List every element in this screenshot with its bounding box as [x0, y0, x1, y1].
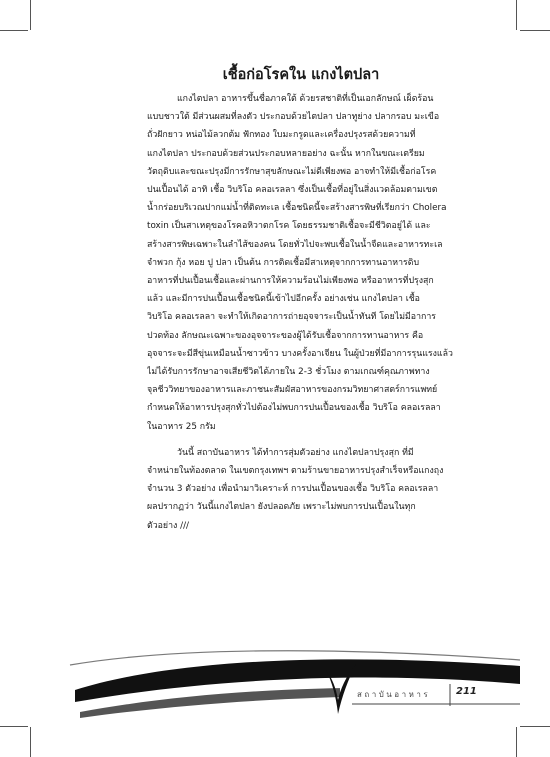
paragraph-gap: [147, 436, 455, 444]
paragraph-line: ในอาหาร 25 กรัม: [147, 421, 216, 432]
paragraph-line: วัตถุดิบและขณะปรุงมีการรักษาสุขลักษณะไม่ดีเพียงพอ อาจทำให้มีเชื้อก่อโรค: [147, 166, 437, 177]
paragraph-line: ไม่ได้รับการรักษาอาจเสียชีวิตได้ภายใน 2-3 ชั่วโมง ตามเกณฑ์คุณภาพทาง: [147, 367, 430, 378]
paragraph-line: จำนวน 3 ตัวอย่าง เพื่อนำมาวิเคราะห์ การปนเปื้อนของเชื้อ วิบริโอ คลอเรลลา: [147, 484, 439, 495]
paragraph-line: ถั่วฝักยาว หน่อไม้ลวกต้ม ฟักทอง ใบมะกรูดและเครื่องปรุงรสด้วยความที่: [147, 130, 416, 141]
paragraph-line: วันนี้ สถาบันอาหาร ได้ทำการสุ่มตัวอย่าง แกงไตปลาปรุงสุก ที่มี: [177, 447, 414, 458]
article-title: เชื้อก่อโรคใน แกงไตปลา: [222, 67, 380, 83]
crop-mark-top-left-v: [30, 0, 31, 30]
paragraph-line: ปวดท้อง ลักษณะเฉพาะของอุจจาระของผู้ได้รับเชื้อจากการทานอาหาร คือ: [147, 330, 424, 341]
paragraph-line: จำพวก กุ้ง หอย ปู ปลา เป็นต้น การติดเชื้อมีสาเหตุจากการทานอาหารดิบ: [147, 257, 420, 268]
crop-mark-top-right-h: [520, 30, 550, 31]
paragraph-line: แกงไตปลา ประกอบด้วยส่วนประกอบหลายอย่าง ฉะนั้น หากในขณะเตรียม: [147, 148, 425, 159]
footer-label: สถาบันอาหาร: [357, 690, 431, 699]
article: [147, 64, 455, 535]
crop-mark-top-right-v: [516, 0, 517, 30]
crop-mark-top-left-h: [0, 30, 28, 31]
paragraph-line: แล้ว และมีการปนเปื้อนเชื้อชนิดนี้เข้าไปอีกครั้ง อย่างเช่น แกงไตปลา เชื้อ: [147, 294, 420, 305]
paragraph-line: อุจจาระจะมีสีขุ่นเหมือนน้ำซาวข้าว บางครั้งอาเจียน ในผู้ป่วยที่มีอาการรุนแรงแล้ว: [147, 348, 453, 359]
paragraph-line: ตัวอย่าง ///: [147, 520, 190, 531]
paragraph-line: แบบชาวใต้ มีส่วนผสมที่ลงตัว ประกอบด้วยไตปลา ปลาทูย่าง ปลากรอบ มะเขือ: [147, 112, 440, 123]
footer-swoosh: [0, 640, 550, 757]
paragraph-line: ปนเปื้อนได้ อาทิ เชื้อ วิบริโอ คลอเรลลา ซึ่งเป็นเชื้อที่อยู่ในสิ่งแวดล้อมตามเขต: [147, 185, 438, 196]
paragraph-line: จุลชีววิทยาของอาหารและภาชนะสัมผัสอาหารของกรมวิทยาศาสตร์การแพทย์: [147, 385, 438, 396]
paragraph-2: [147, 444, 455, 535]
paragraph-line: สร้างสารพิษเฉพาะในลำไส้ของคน โดยทั่วไปจะพบเชื้อในน้ำจืดและอาหารทะเล: [147, 239, 443, 250]
paragraph-line: toxin เป็นสาเหตุของโรคอหิวาตกโรค โดยธรรมชาติเชื้อจะมีชีวิตอยู่ได้ และ: [147, 221, 431, 232]
paragraph-line: วิบริโอ คลอเรลลา จะทำให้เกิดอาการถ่ายอุจจาระเป็นน้ำทันที โดยไม่มีอาการ: [147, 312, 437, 323]
paragraph-line: ผลปรากฏว่า วันนี้แกงไตปลา ยังปลอดภัย เพราะไม่พบการปนเปื้อนในทุก: [147, 502, 416, 513]
paragraph-line: จำหน่ายในท้องตลาด ในเขตกรุงเทพฯ ตามร้านขายอาหารปรุงสำเร็จหรือแกงถุง: [147, 466, 444, 477]
paragraph-line: กำหนดให้อาหารปรุงสุกทั่วไปต้องไม่พบการปนเปื้อนของเชื้อ วิบริโอ คลอเรลลา: [147, 403, 441, 414]
leaf-check-icon: [322, 660, 358, 718]
paragraph-line: น้ำกร่อยบริเวณปากแม่น้ำที่ติดทะเล เชื้อชนิดนี้จะสร้างสารพิษที่เรียกว่า Cholera: [147, 203, 447, 214]
paragraph-1: [147, 90, 455, 436]
paragraph-line: แกงไตปลา อาหารขึ้นชื่อภาคใต้ ด้วยรสชาติที่เป็นเอกลักษณ์ เผ็ดร้อน: [177, 94, 434, 104]
paragraph-line: อาหารที่ปนเปื้อนเชื้อและผ่านการให้ความร้อนไม่เพียงพอ หรืออาหารที่ปรุงสุก: [147, 276, 434, 287]
page-number: 211: [456, 686, 477, 697]
